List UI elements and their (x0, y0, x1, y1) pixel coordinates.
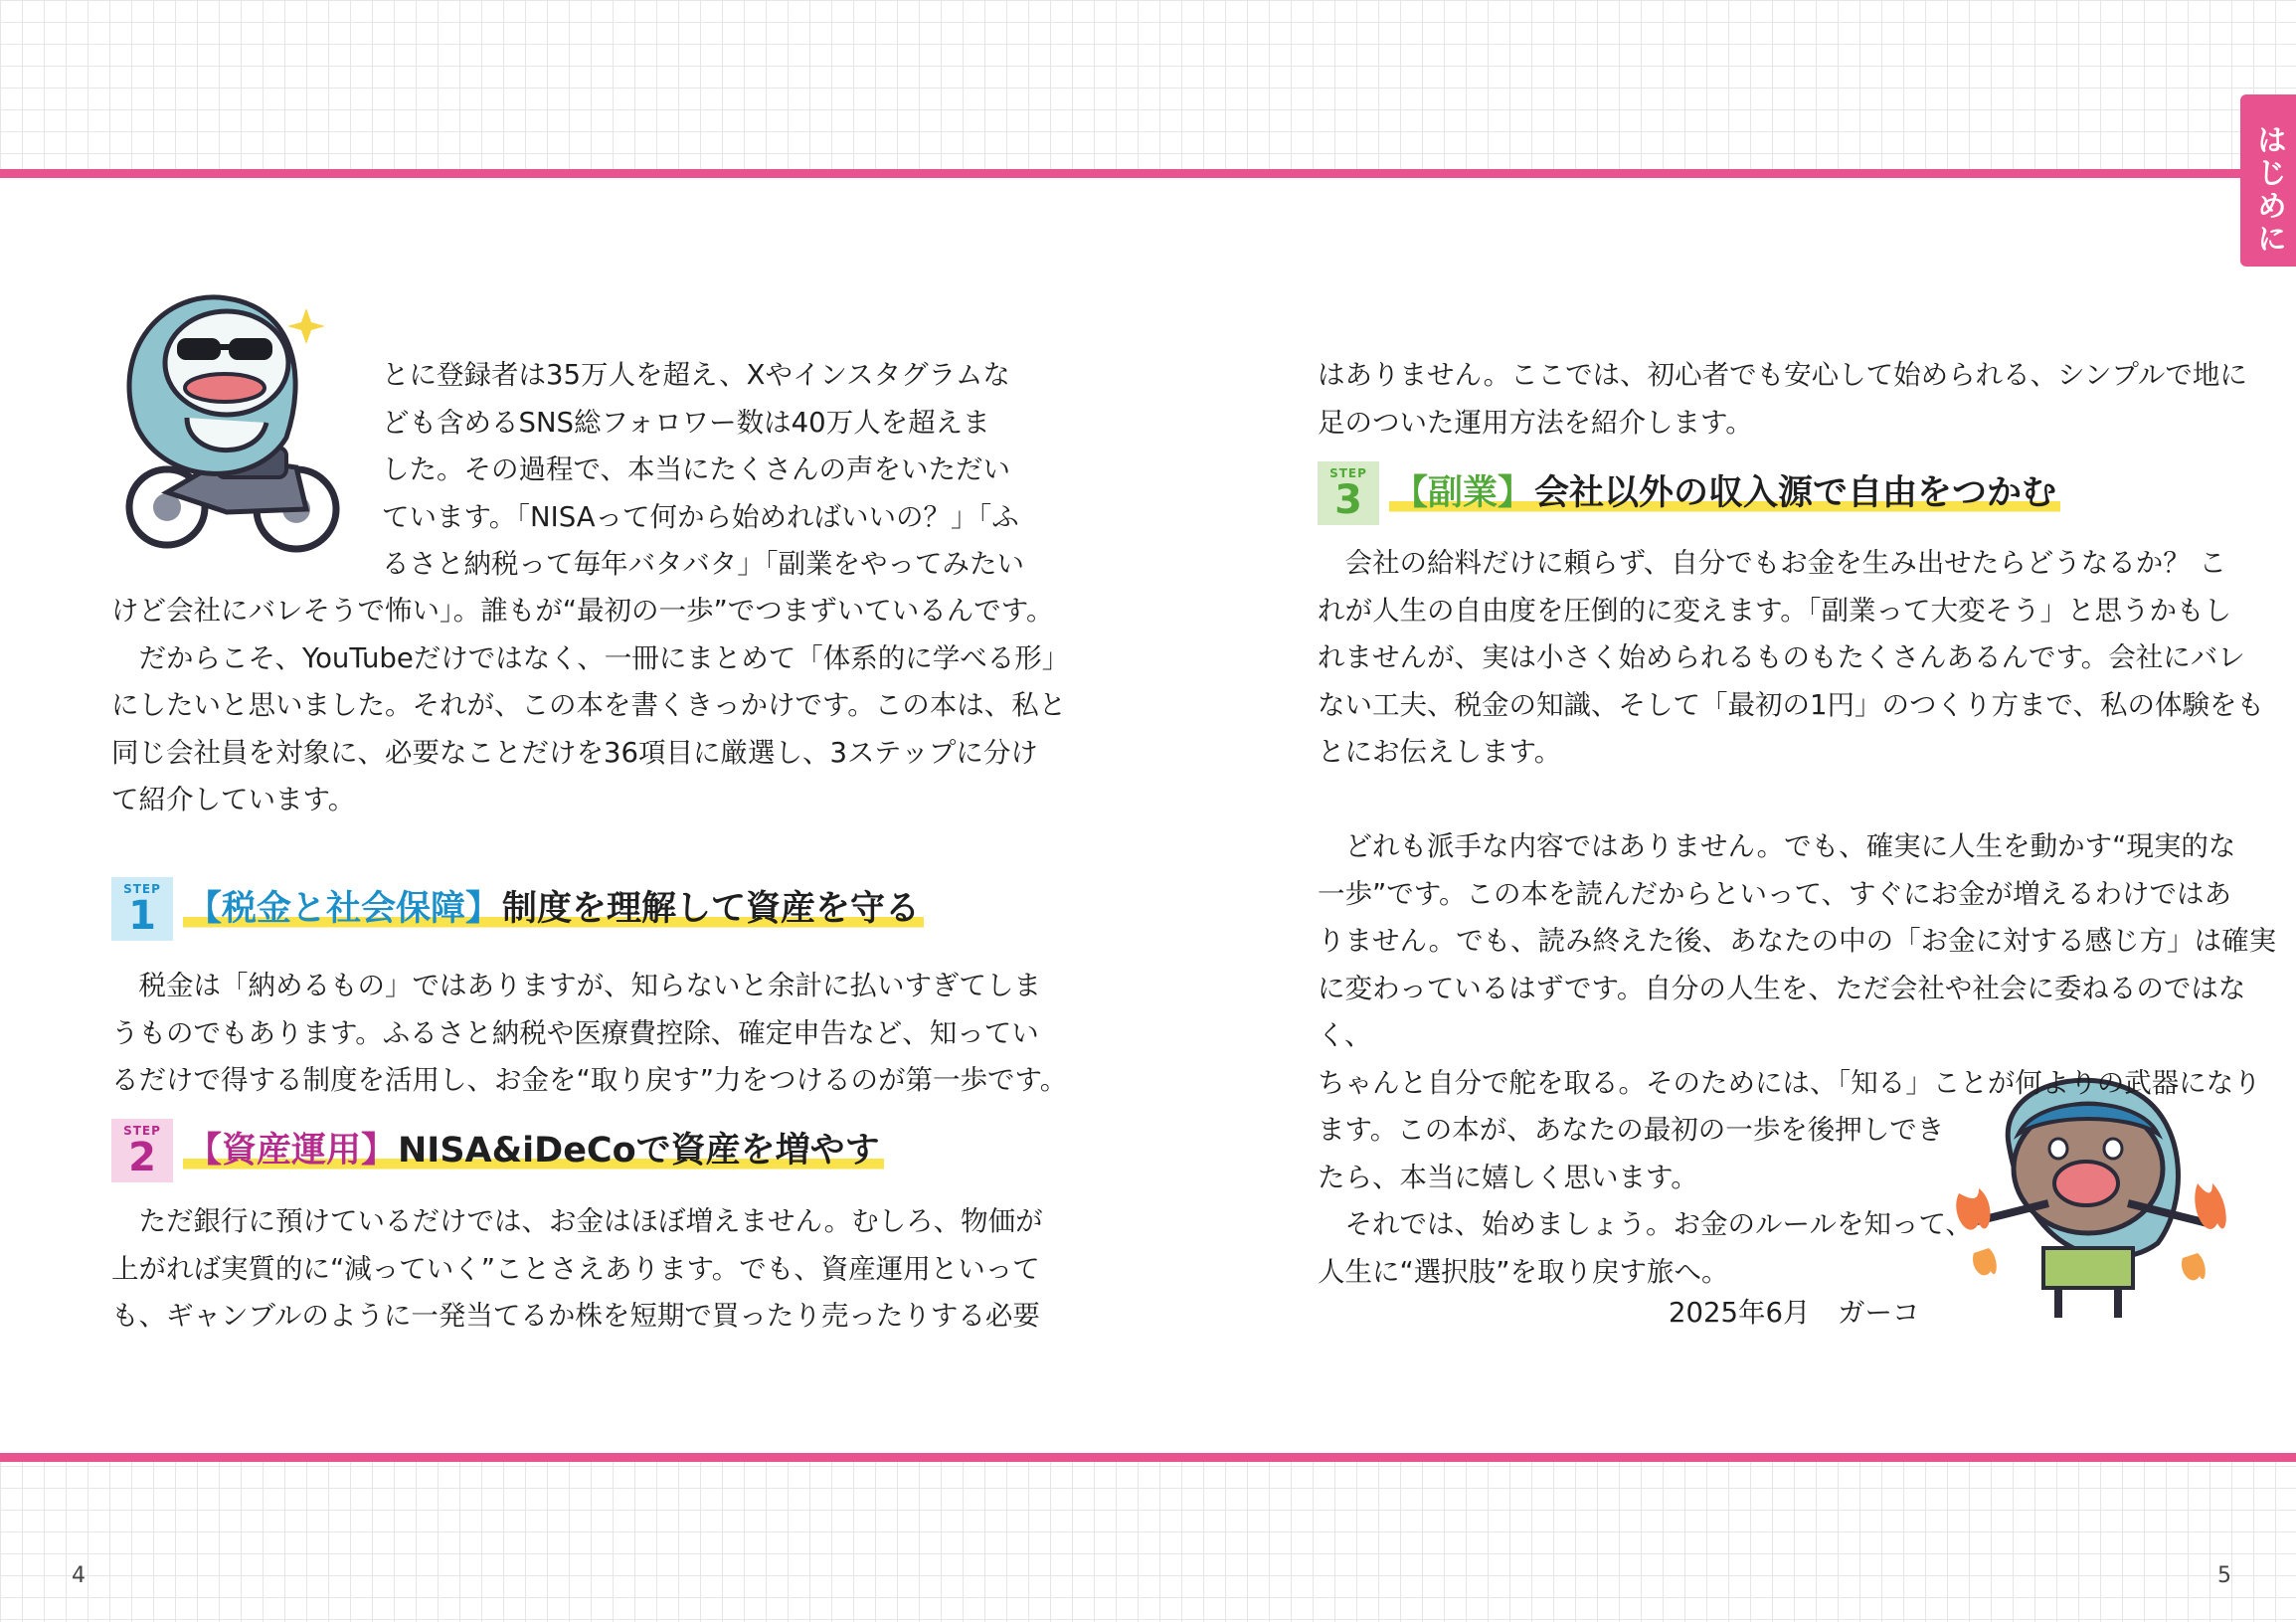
step2-word: STEP (123, 1124, 161, 1138)
chapter-tab[interactable] (2240, 94, 2296, 267)
page-number-right: 5 (2217, 1563, 2231, 1588)
step3-title-text: 会社以外の収入源で自由をつかむ (1534, 473, 2057, 513)
page-number-left: 4 (72, 1563, 86, 1588)
text-line: ない工夫、税金の知識、そして「最初の1円」のつくり方まで、私の体験をも (1318, 688, 2264, 721)
mascot-motorcycle-illustration (107, 288, 346, 557)
signature: 2025年6月 ガーコ (1669, 1297, 1920, 1329)
text-line: れが人生の自由度を圧倒的に変えます。「副業って大変そう」と思うかもし (1318, 594, 2232, 627)
step1-body (111, 963, 1067, 1105)
step2-number: 2 (128, 1135, 156, 1180)
text-line: とに登録者は35万人を超え、Xやインスタグラムな (382, 359, 1010, 391)
text-line: ています。「NISAって何から始めればいいの？」「ふ (382, 500, 1019, 533)
text-line: ちゃんと自分で舵を取る。そのためには、「知る」ことが何よりの武器になり (1318, 1066, 2261, 1099)
text-line: 人生に“選択肢”を取り戻す旅へ。 (1318, 1255, 1729, 1288)
text-line: にしたいと思いました。それが、この本を書くきっかけです。この本は、私と (111, 689, 1067, 721)
top-rule (0, 169, 2296, 178)
text-line: るだけで得する制度を活用し、お金を“取り戻す”力をつけるのが第一歩です。 (111, 1064, 1068, 1096)
step2-heading (111, 1119, 884, 1182)
text-line: 同じ会社員を対象に、必要なことだけを36項目に厳選し、3ステップに分け (111, 736, 1038, 769)
text-line: した。その過程で、本当にたくさんの声をいただい (382, 453, 1010, 485)
step3-badge (1318, 461, 1379, 525)
text-line: だからこそ、YouTubeだけではなく、一冊にまとめて「体系的に学べる形」 (138, 641, 1070, 674)
text-line: けど会社にバレそうで怖い」。誰もが“最初の一歩”でつまずいているんです。 (111, 595, 1054, 627)
step1-category: 【税金と社会保障】 (187, 889, 501, 929)
text-line: ただ銀行に預けているだけでは、お金はほぼ増えません。むしろ、物価が (138, 1205, 1043, 1237)
step3-number: 3 (1334, 477, 1362, 523)
text-line: 一歩”です。この本を読んだからといって、すぐにお金が増えるわけではあ (1318, 877, 2231, 910)
text-line: れませんが、実は小さく始められるものもたくさんあるんです。会社にバレ (1318, 641, 2245, 673)
step2-title (183, 1129, 884, 1172)
text-line: ども含めるSNS総フォロワー数は40万人を超えま (382, 406, 990, 439)
text-line: 税金は「納めるもの」ではありますが、知らないと余計に払いすぎてしま (138, 970, 1041, 1001)
text-line: それでは、始めましょう。お金のルールを知って、 (1344, 1208, 1973, 1240)
text-line: とにお伝えします。 (1318, 736, 1562, 768)
text-line: も、ギャンブルのように一発当てるか株を短期で買ったり売ったりする必要 (111, 1300, 1040, 1332)
step3-title (1389, 471, 2060, 515)
bottom-rule (0, 1453, 2296, 1462)
text-line: りません。でも、読み終えた後、あなたの中の「お金に対する感じ方」は確実 (1318, 925, 2277, 957)
step2-category: 【資産運用】 (187, 1131, 397, 1171)
text-line: はありません。ここでは、初心者でも安心して始められる、シンプルで地に (1318, 359, 2247, 391)
text-line: に変わっているはずです。自分の人生を、ただ会社や社会に委ねるのではなく、 (1318, 972, 2246, 1051)
text-line: るさと納税って毎年バタバタ」「副業をやってみたい (382, 548, 1024, 580)
text-line: 足のついた運用方法を紹介します。 (1318, 406, 1753, 439)
step1-title-text: 制度を理解して資産を守る (502, 889, 921, 929)
step3-heading (1318, 461, 2060, 525)
intro-wrap-text (382, 352, 1024, 589)
step1-badge (111, 877, 173, 941)
step2-badge (111, 1119, 173, 1182)
intro-paragraph (111, 588, 1069, 824)
step2-title-text: NISA&iDeCoで資産を増やす (398, 1131, 880, 1171)
step1-title (183, 887, 924, 931)
chapter-tab-label: はじめに (2251, 124, 2286, 256)
text-line: て紹介しています。 (111, 784, 356, 815)
step3-word: STEP (1329, 466, 1367, 480)
text-line: うものでもあります。ふるさと納税や医療費控除、確定申告など、知ってい (111, 1016, 1039, 1049)
step1-heading (111, 877, 924, 941)
text-line: たら、本当に嬉しく思います。 (1318, 1161, 1698, 1193)
step1-word: STEP (123, 882, 161, 896)
text-line: 会社の給料だけに頼らず、自分でもお金を生み出せたらどうなるか？ こ (1344, 547, 2227, 579)
step3-body (1318, 540, 2296, 1296)
step2-body-continued (1318, 352, 2247, 447)
text-line: 上がれば実質的に“減っていく”ことさえあります。でも、資産運用といって (111, 1252, 1040, 1285)
step2-body (111, 1198, 1043, 1341)
step3-category: 【副業】 (1393, 473, 1533, 513)
text-line: ます。この本が、あなたの最初の一歩を後押しでき (1318, 1114, 1945, 1146)
step1-number: 1 (128, 893, 156, 939)
text-line: どれも派手な内容ではありません。でも、確実に人生を動かす“現実的な (1344, 830, 2236, 862)
